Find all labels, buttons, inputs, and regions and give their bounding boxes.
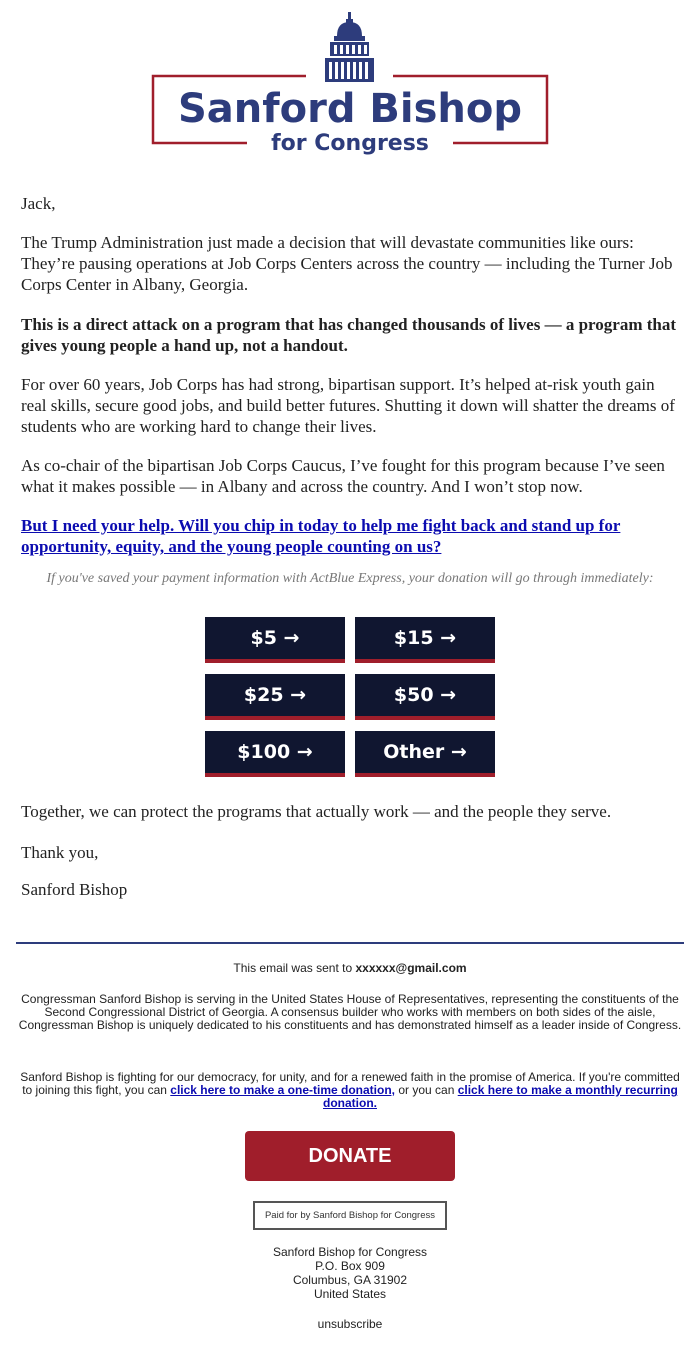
- logo-graphic: [151, 12, 549, 156]
- footer-bio: Congressman Sanford Bishop is serving in the United States House of Representatives, representing the constituents of the Second Congressional District of Georgia. A consensus builder who works with members on both sides of the aisle, Congressman Bishop is uniquely dedicated to his constituents and has demonstrated himself as a leader inside of Congress.: [18, 992, 682, 1032]
- address-line-1: Sanford Bishop for Congress: [272, 1245, 428, 1259]
- paragraph-3: For over 60 years, Job Corps has had strong, bipartisan support. It’s helped at-risk youth gain real skills, secure good jobs, and build better futures. Shutting it down will shatter the dreams of students who are working hard to change their lives.: [21, 375, 675, 436]
- address-line-3: Columbus, GA 31902: [292, 1273, 408, 1287]
- paragraph-5: Together, we can protect the programs that actually work — and the people they serve.: [21, 802, 612, 821]
- donate-button[interactable]: DONATE: [245, 1131, 455, 1181]
- closing: Thank you,: [21, 843, 99, 862]
- campaign-logo: [151, 12, 549, 156]
- paragraph-1: The Trump Administration just made a decision that will devastate communities like ours: They’re pausing operations at Job Corps Centers across the country — including the Turner Job Corps Center in Albany, Georgia.: [21, 233, 673, 294]
- cta-link[interactable]: But I need your help. Will you chip in today to help me fight back and stand up for opportunity, equity, and the young people counting on us?: [21, 516, 621, 556]
- paragraph-2: This is a direct attack on a program that has changed thousands of lives — a program that gives young people a hand up, not a handout.: [21, 315, 677, 355]
- signature: Sanford Bishop: [21, 880, 128, 899]
- logo-tagline: for Congress: [271, 131, 429, 156]
- donate-25-button[interactable]: $25 →: [205, 674, 345, 720]
- paid-for-disclaimer: Paid for by Sanford Bishop for Congress: [253, 1201, 447, 1230]
- donate-50-button[interactable]: $50 →: [355, 674, 495, 720]
- or-text: or you can: [395, 1083, 458, 1097]
- recipient-email: xxxxxx@gmail.com: [355, 961, 467, 975]
- unsubscribe-link[interactable]: unsubscribe: [317, 1317, 383, 1331]
- sent-to-prefix: This email was sent to: [233, 961, 356, 975]
- donate-15-button[interactable]: $15 →: [355, 617, 495, 663]
- monthly-donation-link[interactable]: click here to make a monthly recurring donation.: [323, 1083, 678, 1110]
- footer-fight-text: [16, 1071, 684, 1110]
- donate-5-button[interactable]: $5 →: [205, 617, 345, 663]
- donate-other-button[interactable]: Other →: [355, 731, 495, 777]
- address-line-2: P.O. Box 909: [315, 1259, 385, 1273]
- logo-name: Sanford Bishop: [177, 86, 523, 132]
- one-time-donation-link[interactable]: click here to make a one-time donation,: [170, 1083, 396, 1097]
- greeting: Jack,: [21, 194, 56, 213]
- donate-100-button[interactable]: $100 →: [205, 731, 345, 777]
- sent-to-line: [16, 962, 684, 975]
- footer-divider: [16, 942, 684, 944]
- actblue-express-note: If you've saved your payment information with ActBlue Express, your donation will go through immediately:: [46, 571, 654, 586]
- paragraph-4: As co-chair of the bipartisan Job Corps Caucus, I’ve fought for this program because I’ve seen what it makes possible — in Albany and across the country. And I won’t stop now.: [21, 456, 665, 496]
- address-line-4: United States: [313, 1287, 387, 1301]
- fight-text: Sanford Bishop is fighting for our democracy, for unity, and for a renewed faith in the promise of America. If you're committed to joining this fight, you can: [20, 1070, 680, 1097]
